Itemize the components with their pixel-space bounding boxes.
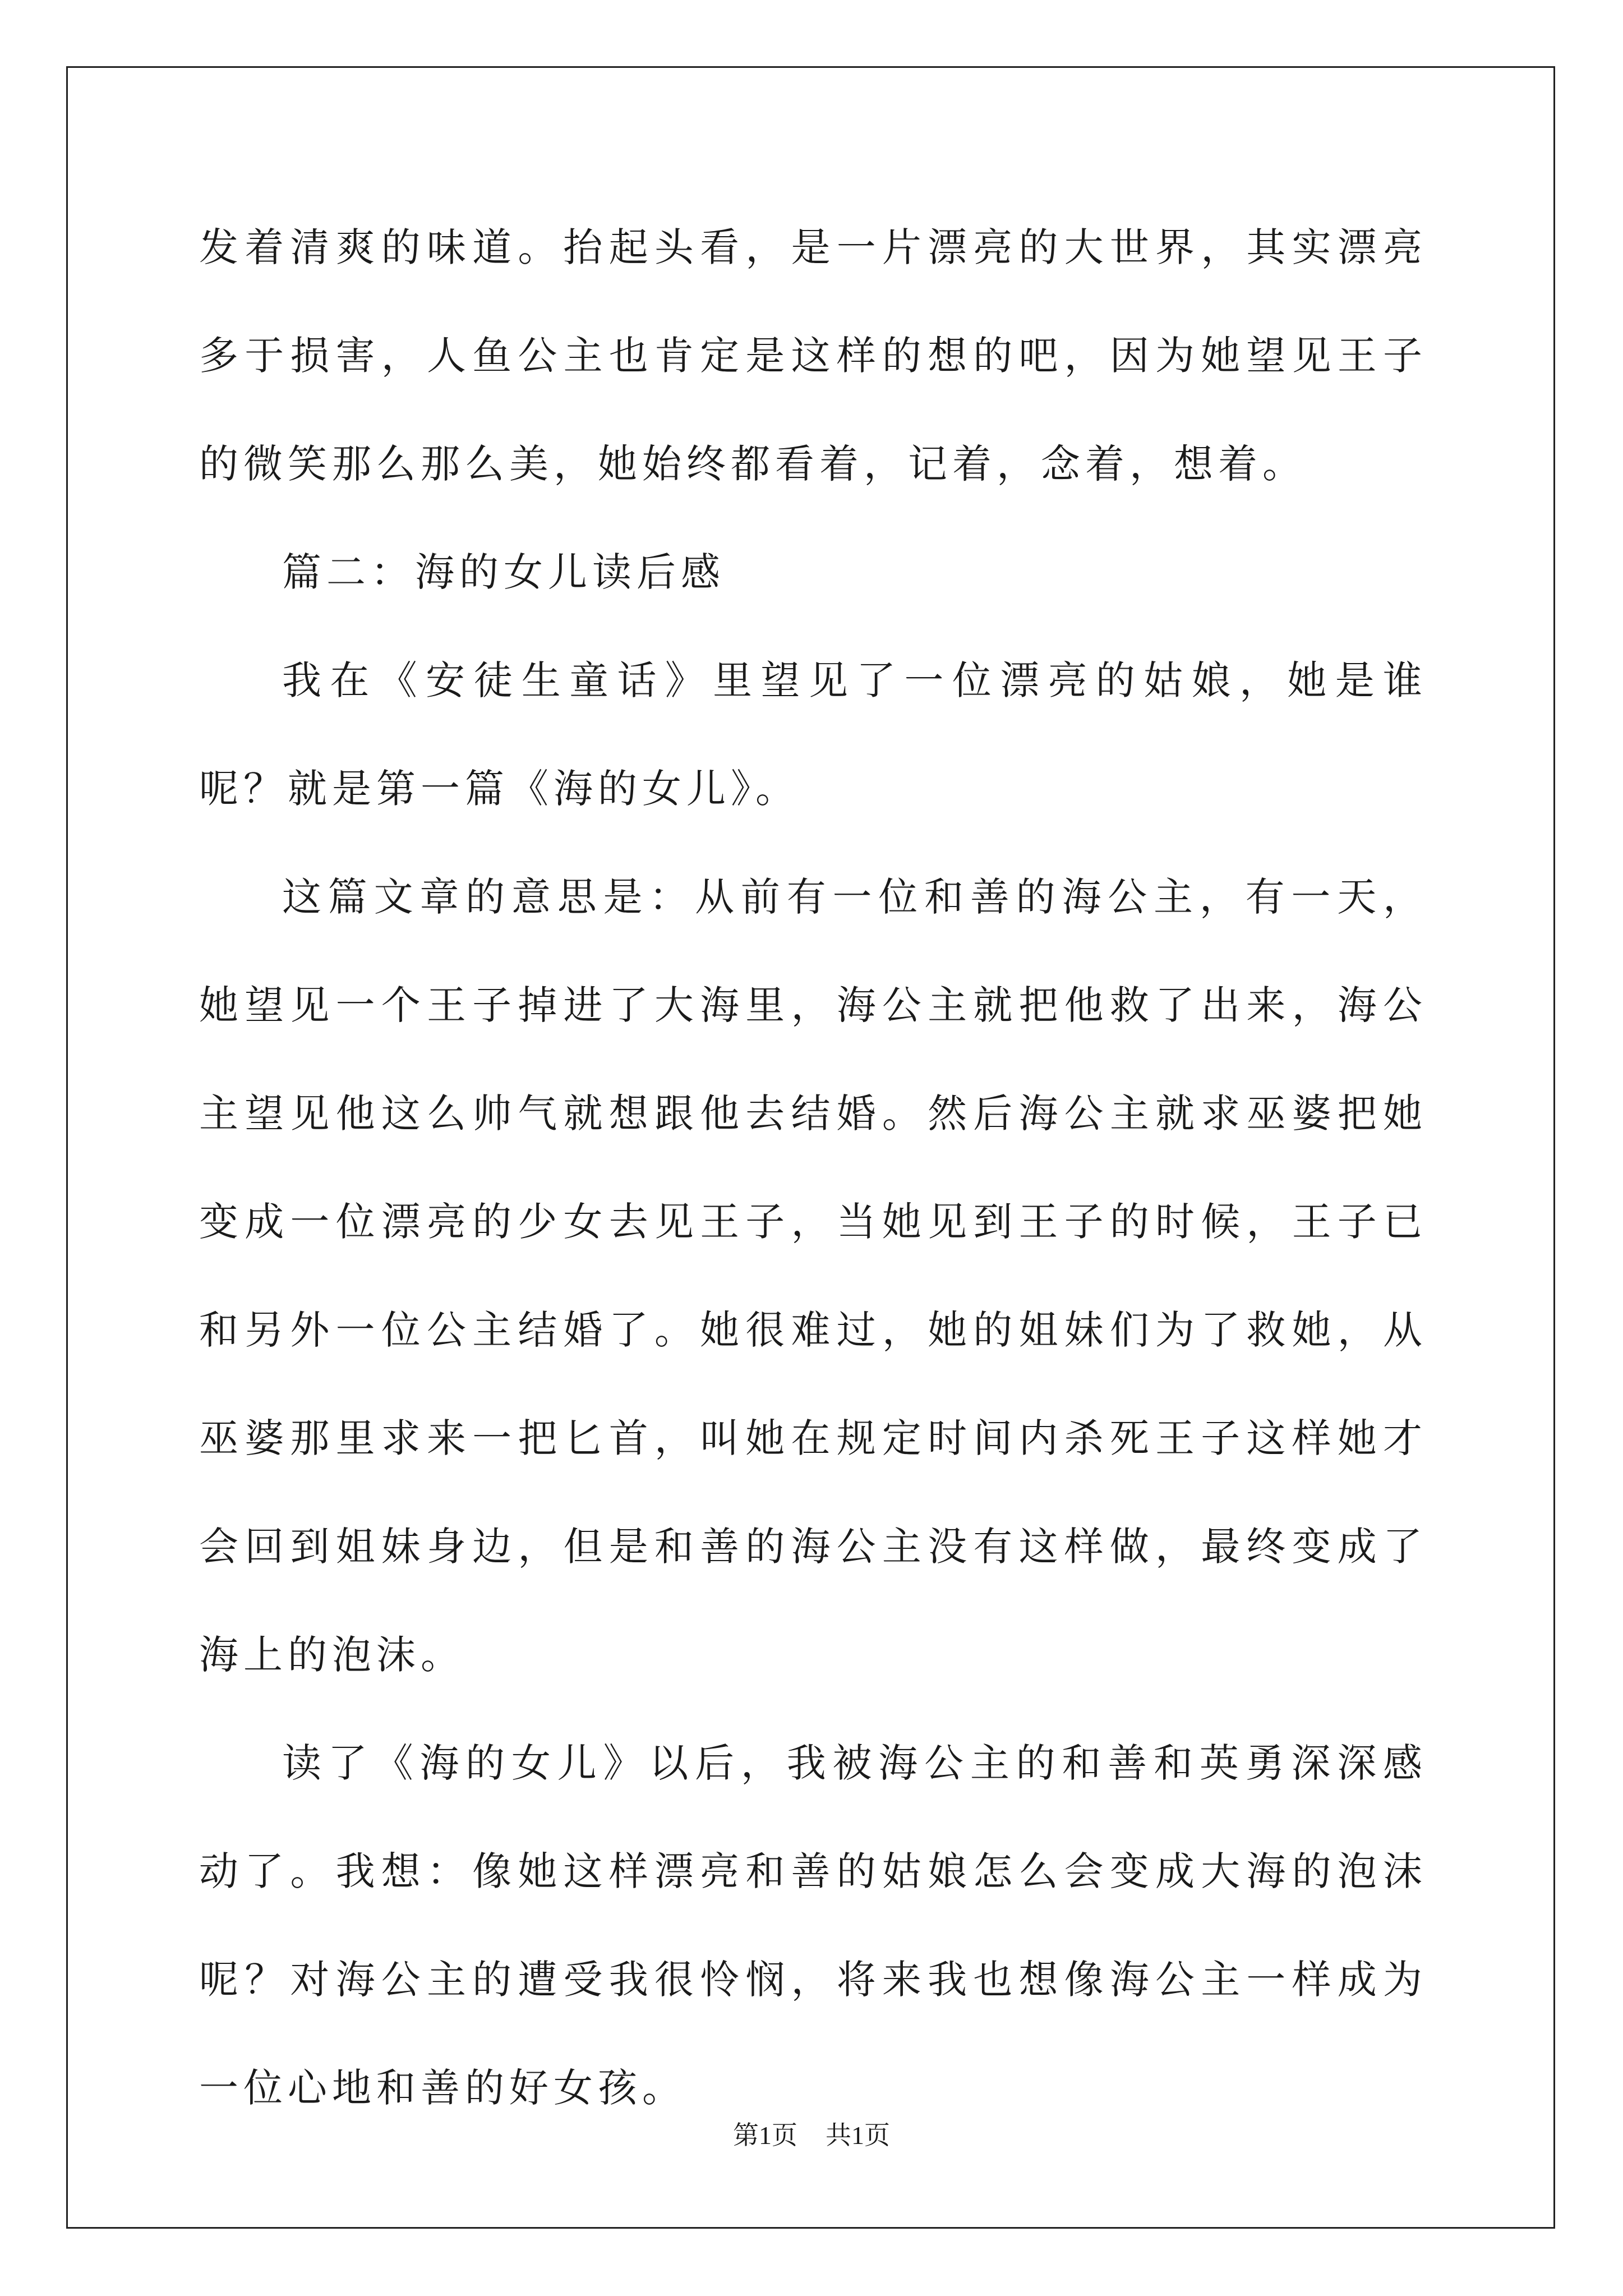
paragraph-continuation: 发着清爽的味道。抬起头看，是一片漂亮的大世界，其实漂亮多于损害，人鱼公主也肯定是这样的想的吧，因为她望见王子的微笑那么那么美，她始终都看着，记着，念着，想着。 bbox=[199, 224, 1427, 487]
paragraph-summary: 这篇文章的意思是：从前有一位和善的海公主，有一天，她望见一个王子掉进了大海里，海公主就把他救了出来，海公主望见他这么帅气就想跟他去结婚。然后海公主就求巫婆把她变成一位漂亮的少女去见王子，当她见到王子的时候，王子已和另外一位公主结婚了。她很难过，她的姐妹们为了救她，从巫婆那里求来一把匕首，叫她在规定时间内杀死王子这样她才会回到姐妹身边，但是和善的海公主没有这样做，最终变成了海上的泡沫。 bbox=[199, 874, 1427, 1678]
current-page-label: 第1页 bbox=[733, 2121, 797, 2150]
section-heading: 篇二：海的女儿读后感 bbox=[282, 549, 725, 595]
paragraph-intro: 我在《安徒生童话》里望见了一位漂亮的姑娘，她是谁呢？就是第一篇《海的女儿》。 bbox=[199, 657, 1427, 812]
document-body bbox=[199, 194, 1427, 2142]
total-pages-label: 共1页 bbox=[826, 2121, 890, 2150]
paragraph-reflection: 读了《海的女儿》以后，我被海公主的和善和英勇深深感动了。我想：像她这样漂亮和善的姑娘怎么会变成大海的泡沫呢？对海公主的遭受我很怜悯，将来我也想像海公主一样成为一位心地和善的好女孩。 bbox=[199, 1740, 1427, 2111]
page-footer bbox=[0, 2115, 1623, 2152]
